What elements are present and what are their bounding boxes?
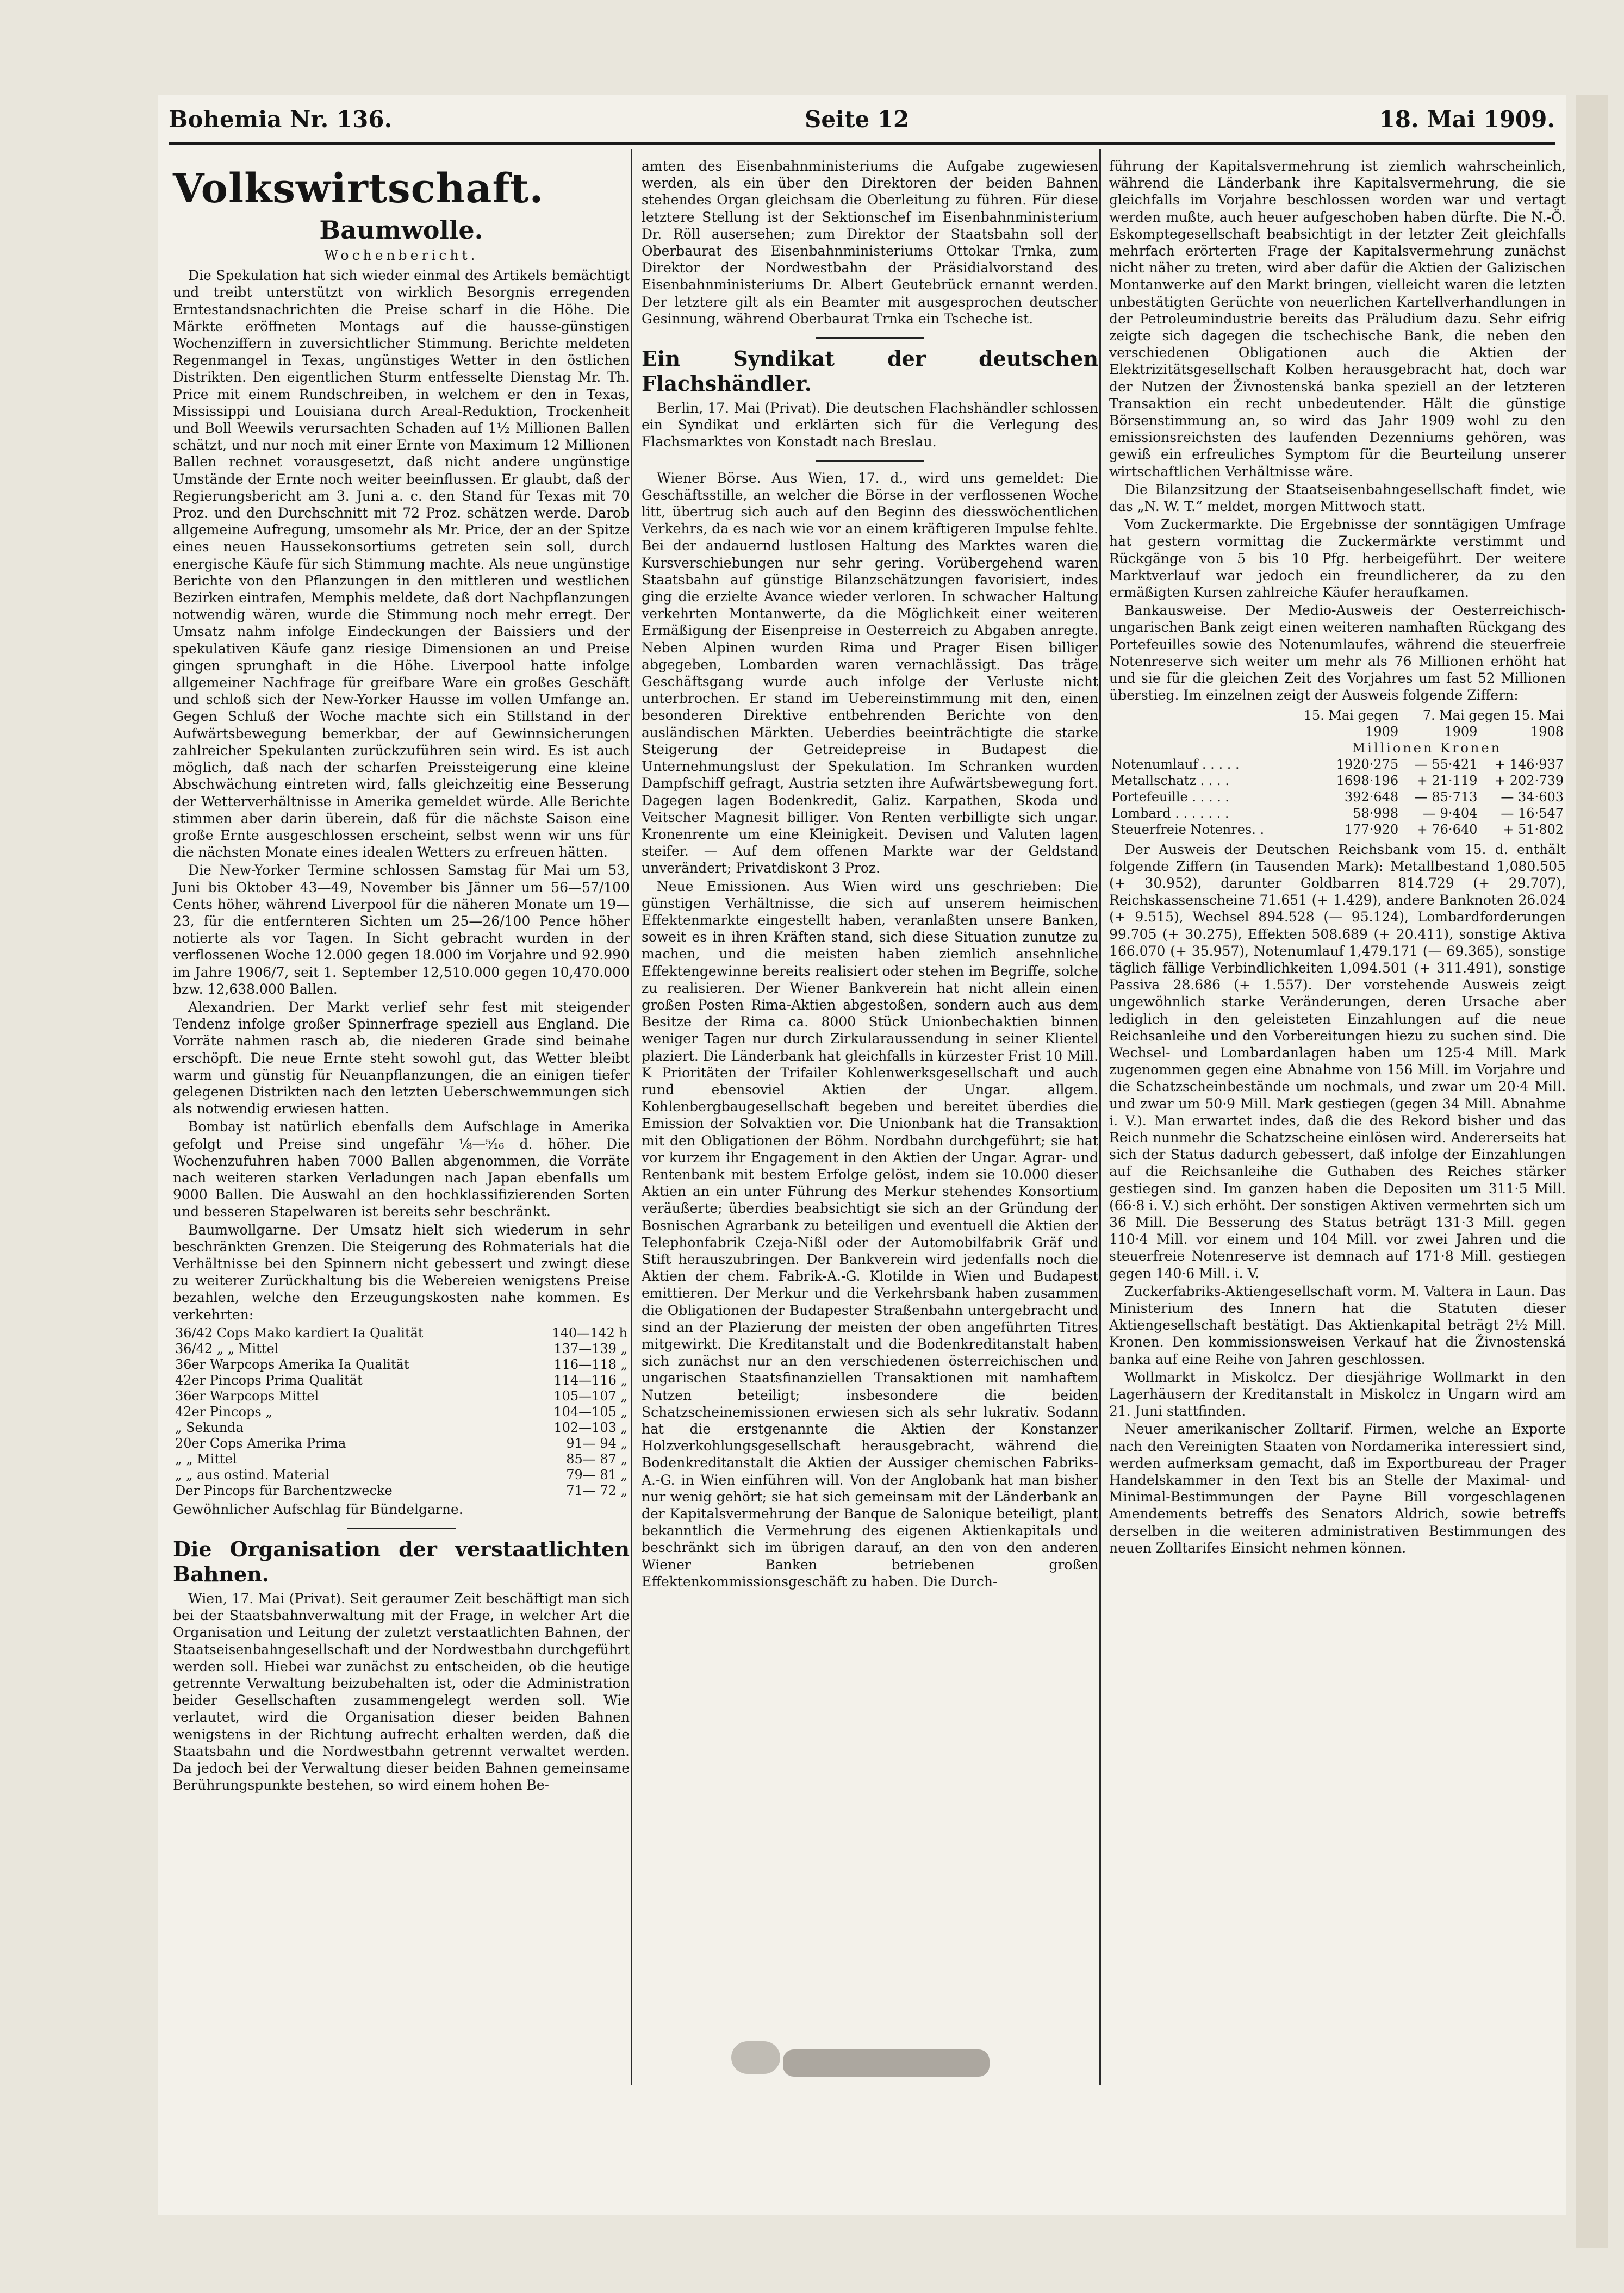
ink-smudge (783, 2049, 990, 2077)
paragraph: Wollmarkt in Miskolcz. Der diesjährige Wollmarkt in den Lagerhäusern der Kreditanstalt in Miskolcz in Ungarn wird am 21. Juni stattfinden. (1109, 1369, 1566, 1419)
paragraph: Wiener Börse. Aus Wien, 17. d., wird uns gemeldet: Die Geschäftsstille, an welcher die Börse in der verflossenen Woche litt, übertrug sich auch auf den Beginn des diesswöchentlichen Verkehrs, da es nach wie vor an einem kräftigeren Impulse fehlte. Bei der andauernd lustlosen Haltung des Marktes waren die Kursverschiebungen nur sehr gering. Vorübergehend waren Staatsbahn auf günstige Bilanzschätzungen favorisiert, indes ging die erzielte Avance wieder verloren. In schwacher Haltung verkehrten Montanwerte, da die Möglichkeit einer weiteren Ermäßigung der Eisenpreise in Oesterreich zu Abgaben anregte. Neben Alpinen wurden Rima und Prager Eisen billiger abgegeben, Lombarden waren vernachlässigt. Das träge Geschäftsgang wurde auch infolge der Verluste nicht unterbrochen. Er stand im Uebereinstimmung mit den, einen besonderen Direktive entbehrenden Berichte von den ausländischen Märkten. Ueberdies beeinträchtigte die starke Steigerung der Getreidepreise in Budapest die Unternehmungslust der Spekulation. Im Schranken wurden Dampfschiff gefragt, Austria setzten ihre Aufwärtsbewegung fort. Dagegen lagen Bodenkredit, Galiz. Karpathen, Skoda und Veitscher Magnesit billiger. Von Renten verbilligte sich ungar. Kronenrente um eine Kleinigkeit. Devisen und Valuten lagen steifer. — Auf dem offenen Markte war der Geldstand unverändert; Privatdiskont 3 Proz. (642, 470, 1098, 876)
table-cell: 58·998 (1353, 805, 1399, 821)
table-cell: 20er Cops Amerika Prima (175, 1435, 346, 1451)
table-cell: — 9·404 (1423, 805, 1478, 821)
table-row (173, 1483, 630, 1499)
paragraph: Die Spekulation hat sich wieder einmal des Artikels bemächtigt und treibt unterstützt von wirklich Besorgnis erregenden Erntestandsnachrichten die Preise scharf in die Höhe. Die Märkte eröffneten Montags auf die hausse-günstigen Wochenziffern in zuversichtlicher Stimmung. Berichte meldeten Regenmangel in Texas, ungünstiges Wetter in den östlichen Distrikten. Den eigentlichen Sturm entfesselte Dienstag Mr. Th. Price mit einem Rundschreiben, in welchem er den in Texas, Mississippi und Louisiana durch Areal-Reduktion, Trockenheit und Boll Weewils verursachten Schaden auf 1½ Millionen Ballen schätzt, und nur noch mit einer Ernte von Maximum 12 Millionen Ballen rechnet vorausgesetzt, daß nicht andere ungünstige Umstände der Ernte noch weiter beeinflussen. Er glaubt, daß der Regierungsbericht am 3. Juni a. c. den Stand für Texas mit 70 Proz. und den Durchschnitt mit 72 Proz. schätzen werde. Darob allgemeine Aufregung, umsomehr als Mr. Price, der an der Spitze eines neuen Haussekonsortiums getreten sein soll, durch energische Käufe für sich Stimmung machte. Als neue ungünstige Berichte von den Pflanzungen in den mittleren und westlichen Bezirken eintrafen, Memphis meldete, daß dort Nachpflanzungen notwendig wären, wurde die Stimmung noch mehr erregt. Der Umsatz nahm infolge Eindeckungen der Baissiers und der spekulativen Käufe ganz riesige Dimensionen an und Preise gingen sprunghaft in die Höhe. Liverpool hatte infolge allgemeiner Nachfrage für greifbare Ware ein großes Geschäft und schloß sich der New-Yorker Hausse im vollen Umfange an. Gegen Schluß der Woche machte sich ein Stillstand in der Aufwärtsbewegung bemerkbar, der auf Gewinnsicherungen zahlreicher Spekulanten zurückzuführen sein wird. Es ist auch möglich, daß nach der scharfen Preissteigerung eine kleine Abschwächung eintreten wird, falls gleichzeitig eine Besserung der Wetterverhältnisse in Amerika gemeldet würde. Alle Berichte stimmen aber darin überein, daß für die nächste Saison eine große Ernte ausgeschlossen erscheint, selbst wenn wir uns für die nächsten Monate eines idealen Wetters zu erfreuen hätten. (173, 267, 630, 861)
table-cell: 42er Pincops Prima Qualität (175, 1372, 363, 1388)
paragraph: Zuckerfabriks-Aktiengesellschaft vorm. M. Valtera in Laun. Das Ministerium des Innern hat die Statuten dieser Aktiengesellschaft bestätigt. Das Aktienkapital beträgt 2½ Mill. Kronen. Den kommissionsweisen Verkauf hat die Živnostenská banka auf eine Reihe von Jahren geschlossen. (1109, 1283, 1566, 1367)
paragraph: Baumwollgarne. Der Umsatz hielt sich wiederum in sehr beschränkten Grenzen. Die Steigerung des Rohmaterials hat die Verhältnisse bei den Spinnern nicht gebessert und zwingt diese zu weiterer Zurückhaltung bis die Webereien wenigstens Preise bezahlen, welche den Erzeugungskosten nahe kommen. Es verkehrten: (173, 1222, 630, 1323)
table-cell: 1920·275 (1336, 756, 1399, 772)
paragraph: Bombay ist natürlich ebenfalls dem Aufschlage in Amerika gefolgt und Preise sind ungefähr ⅛—⁵⁄₁₆ d. höher. Die Wochenzufuhren haben 7000 Ballen abgenommen, die Vorräte nach weiteren starken Verladungen nach Japan ebenfalls um 9000 Ballen. Die Auswahl an den hochklassifizierenden Sorten und besseren Stapelwaren ist bereits sehr beschränkt. (173, 1119, 630, 1220)
table-cell: 36er Warpcops Amerika Ia Qualität (175, 1356, 409, 1372)
table-header-row (1109, 724, 1566, 740)
table-cell: 85— 87 „ (566, 1451, 627, 1467)
table-cell: + 76·640 (1416, 821, 1478, 837)
table-row (173, 1467, 630, 1483)
cotton-yarn-price-table (173, 1325, 630, 1499)
paragraph: Der Ausweis der Deutschen Reichsbank vom 15. d. enthält folgende Ziffern (in Tausenden Mark): Metallbestand 1,080.505 (+ 30.952), darunter Goldbarren 814.729 (+ 29.707), Reichskassenscheine 71.651 (+ 1.429), andere Banknoten 26.024 (+ 9.515), Wechsel 894.528 (— 95.124), Lombardforderungen 99.705 (+ 30.275), Effekten 508.689 (+ 20.411), sonstige Aktiva 166.070 (+ 35.957), Notenumlauf 1,479.171 (— 69.365), sonstige täglich fällige Verbindlichkeiten 1,094.501 (+ 311.491), sonstige Passiva 28.686 (+ 1.557). Der vorstehende Ausweis zeigt ungewöhnlich starke Veränderungen, deren Ursache aber lediglich in den geleisteten Einzahlungen auf die neue Reichsanleihe und den Vorbereitungen hiezu zu suchen sind. Die Wechsel- und Lombardanlagen haben um 125·4 Mill. Mark zugenommen gegen eine Abnahme von 156 Mill. im Vorjahre und die Schatzscheinbestände um nochmals, und zwar um 20·4 Mill. und zwar um 50·9 Mill. Mark gestiegen (gegen 34 Mill. Abnahme i. V.). Man erwartet indes, daß die des Rekord bisher und das Reich nunmehr die Schatzscheine einlösen wird. Andererseits hat sich der Status dadurch gebessert, daß infolge der Einzahlungen auf die Reichsanleihe die Guthaben des Reiches stärker gestiegen sind. Im ganzen haben die Depositen um 311·5 Mill. (66·8 i. V.) sich erhöht. Der sonstigen Aktiven vermehrten sich um 36 Mill. Die Besserung des Status beträgt 131·3 Mill. gegen 110·4 Mill. vor einem und 104 Mill. vor zwei Jahren und die steuerfreie Notenreserve ist demnach auf 171·8 Mill. gestiegen gegen 140·6 Mill. i. V. (1109, 841, 1566, 1281)
column-1 (173, 158, 630, 1794)
paragraph: Berlin, 17. Mai (Privat). Die deutschen Flachshändler schlossen ein Syndikat und erklärten sich für die Verlegung des Flachsmarktes von Konstadt nach Breslau. (642, 400, 1098, 450)
table-cell: — 16·547 (1501, 805, 1564, 821)
table-row (1109, 789, 1566, 805)
ink-smudge (731, 2041, 780, 2074)
paragraph: Neue Emissionen. Aus Wien wird uns geschrieben: Die günstigen Verhältnisse, die sich auf unserem heimischen Effektenmarkte eingestellt haben, veranlaßten unsere Banken, soweit es in ihren Kräften stand, sich diese Situation zunutze zu machen, und die meisten haben ziemlich ansehnliche Effektengewinne bereits realisiert oder stehen im Begriffe, solche zu realisieren. Der Wiener Bankverein hat nicht allein einen großen Posten Rima-Aktien abgestoßen, sondern auch aus dem Besitze der Rima ca. 8000 Stück Unionbechaktien binnen weniger Tagen nur durch Zirkularaussendung in seiner Klientel plaziert. Die Länderbank hat gleichfalls in kürzester Frist 10 Mill. K Prioritäten der Trifailer Kohlenwerksgesellschaft und auch rund ebensoviel Aktien der Ungar. allgem. Kohlenbergbaugesellschaft begeben und bereitet überdies die Emission der Solvaktien vor. Die Unionbank hat die Transaktion mit den Obligationen der Böhm. Nordbahn durchgeführt; sie hat vor kurzem ihr Engagement in den Aktien der Ungar. Agrar- und Rentenbank mit bestem Erfolge gelöst, indem sie 10.000 dieser Aktien an ein unter Führung des Merkur stehendes Konsortium veräußerte; überdies beabsichtigt sie sich an der Gründung der Bosnischen Agrarbank zu beteiligen und eventuell die Aktien der Telephonfabrik Czeja-Nißl oder der Automobilfabrik Gräf und Stift herauszubringen. Der Bankverein wird jedenfalls noch die Aktien der chem. Fabrik-A.-G. Klotilde in Wien und Budapest emittieren. Der Merkur und die Verkehrsbank haben zusammen die Obligationen der Budapester Straßenbahn untergebracht und sind an der Plazierung der meisten der oben angeführten Titres mitgewirkt. Die Kreditanstalt und die Bodenkreditanstalt haben sich zunächst nur an den verschiedenen österreichischen und ungarischen Staatsfinanziellen Transaktionen mit namhaftem Nutzen beteiligt; insbesondere die beiden Schatzscheinemissionen erwiesen sich als sehr lukrativ. Sodann hat die erstgenannte die Aktien der Konstanzer Holzverkohlungsgesellschaft herausgebracht, während die Bodenkreditanstalt die Aktien der Aussiger chemischen Fabriks-A.-G. in Wien einführen will. Von der Anglobank hat man bisher nur wenig gehört; sie hat sich gemeinsam mit der Länderbank an der Kapitalsvermehrung der Banque de Salonique beteiligt, plant bekanntlich die Vermehrung des eigenen Aktienkapitals und beschränkt sich im übrigen darauf, an den von den anderen Wiener Banken betriebenen großen Effektenkommissionsgeschäft zu haben. Die Durch- (642, 878, 1098, 1590)
table-cell: — 34·603 (1501, 789, 1564, 805)
table-row (173, 1436, 630, 1451)
table-cell: 91— 94 „ (566, 1435, 627, 1451)
article-title-flax: Ein Syndikat der deutschen Flachshändler. (642, 346, 1098, 396)
header-date: 18. Mai 1909. (1379, 106, 1555, 133)
table-cell (1109, 707, 1288, 724)
table-cell: 104—105 „ (553, 1404, 627, 1419)
table-row (1109, 805, 1566, 821)
article-separator (816, 337, 924, 339)
table-row (1109, 821, 1566, 838)
paragraph: Vom Zuckermarkte. Die Ergebnisse der sonntägigen Umfrage hat gestern vormittag die Zuckermärkte verstimmt und Rückgänge von 5 bis 10 Pfg. herbeigeführt. Der weitere Marktverlauf war jedoch ein freundlicherer, da zu den ermäßigten Kursen zahlreiche Käufer heraufkamen. (1109, 516, 1566, 601)
table-cell: — 55·421 (1414, 756, 1478, 772)
header-page-number: Seite 12 (805, 106, 910, 133)
article-subtitle-cotton: Wochenbericht. (324, 247, 478, 263)
column-rule-1 (631, 149, 632, 2085)
table-cell: + 21·119 (1416, 772, 1478, 788)
paragraph: Neuer amerikanischer Zolltarif. Firmen, welche an Exporte nach den Vereinigten Staaten von Nordamerika interessiert sind, werden aufmerksam gemacht, daß im Exportbureau der Prager Handelskammer in den Text bis an Stelle der Maximal- und Minimal-Bestimmungen der Payne Bill vorgeschlagenen Amendements betreffs des Senators Aldrich, sowie betreffs derselben in die weiteren administrativen Bestimmungen des neuen Zolltarifes Einsicht nehmen können. (1109, 1421, 1566, 1556)
table-cell: + 202·739 (1495, 772, 1564, 788)
table-cell: 392·648 (1344, 789, 1399, 805)
table-cell: Portefeuille . . . . . (1111, 789, 1230, 805)
table-cell: 1698·196 (1336, 772, 1399, 788)
table-cell: + 146·937 (1495, 756, 1564, 772)
table-cell: „ „ Mittel (175, 1451, 237, 1467)
table-row (1109, 772, 1566, 789)
paragraph: Die Bilanzsitzung der Staatseisenbahngesellschaft findet, wie das „N. W. T.“ meldet, morgen Mittwoch statt. (1109, 481, 1566, 515)
table-note: Gewöhnlicher Aufschlag für Bündelgarne. (173, 1501, 463, 1517)
table-row (1109, 756, 1566, 772)
table-cell: 116—118 „ (553, 1356, 627, 1372)
header-publication: Bohemia Nr. 136. (169, 106, 393, 133)
table-cell: Lombard . . . . . . . (1111, 805, 1229, 821)
article-title-cotton: Baumwolle. (319, 215, 483, 245)
column-2 (642, 158, 1098, 1591)
table-row (173, 1357, 630, 1373)
table-header: 7. Mai gegen 15. Mai (1422, 707, 1564, 723)
section-title: Volkswirtschaft. (173, 165, 544, 212)
table-cell: „ „ aus ostind. Material (175, 1467, 329, 1482)
paragraph: führung der Kapitalsvermehrung ist ziemlich wahrscheinlich, während die Länderbank ihre Kapitalsvermehrung, die sie gleichfalls im Vorjahre beschlossen worden war und vertagt werden mußte, auch heuer aufgeschoben haben dürfte. Die N.-Ö. Eskomptegesellschaft beabsichtigt in der letzter Zeit gleichfalls mehrfach erörterten Frage der Kapitalsvermehrung zunächst nicht näher zu treten, wird aber dafür die Aktien der Galizischen Montanwerke auf den Markt bringen, vielleicht waren die letzten unbestätigten Gerüchte von neuerlichen Kartellverhandlungen in der Petroleumindustrie bereits das Präludium dazu. Sehr eifrig zeigte sich dagegen die tschechische Bank, die neben den verschiedenen Obligationen auch die Aktien der Elektrizitätsgesellschaft Kolben herausgebracht hat, doch war der Nutzen der Živnostenská banka speziell an der letzteren Transaktion ein recht unbedeutender. Hält die günstige Börsenstimmung an, so wird das Jahr 1909 wohl zu den emissionsreichsten des laufenden Dezenniums gehören, was gewiß ein erfreuliches Symptom für die Beurteilung unserer wirtschaftlichen Verhältnisse wäre. (1109, 158, 1566, 479)
table-cell (1109, 724, 1288, 740)
table-cell: + 51·802 (1503, 821, 1564, 837)
table-cell: 105—107 „ (553, 1388, 627, 1404)
table-cell: 36/42 Cops Mako kardiert Ia Qualität (175, 1325, 424, 1341)
table-cell: 177·920 (1344, 821, 1399, 837)
paragraph: Die New-Yorker Termine schlossen Samstag für Mai um 53, Juni bis Oktober 43—49, November bis Jänner um 56—57/100 Cents höher, während Liverpool für die näheren Monate um 19—23, für die entfernteren Sichten um 25—26/100 Pence höher notierte als vor Tagen. In Sicht gebracht wurden in der verflossenen Woche 12.000 gegen 18.000 im Vorjahre und 92.990 im Jahre 1906/7, seit 1. September 12,510.000 gegen 10,470.000 bzw. 12,638.000 Ballen. (173, 862, 630, 997)
page-header (169, 106, 1555, 144)
table-row (173, 1451, 630, 1467)
table-cell: 71— 72 „ (566, 1482, 627, 1498)
table-header: 1909 (1365, 724, 1399, 739)
table-row (173, 1341, 630, 1357)
table-cell: Der Pincops für Barchentzwecke (175, 1482, 393, 1498)
table-row (173, 1404, 630, 1420)
table-header: 1908 (1530, 724, 1564, 739)
table-cell: 36er Warpcops Mittel (175, 1388, 319, 1404)
table-cell: — 85·713 (1414, 789, 1478, 805)
table-cell: 137—139 „ (553, 1341, 627, 1356)
table-header-row (1109, 740, 1566, 756)
table-cell: 79— 81 „ (566, 1467, 627, 1482)
table-cell: 140—142 h (552, 1325, 627, 1341)
table-row (173, 1420, 630, 1436)
header-rule (169, 142, 1555, 145)
paragraph: Wien, 17. Mai (Privat). Seit geraumer Zeit beschäftigt man sich bei der Staatsbahnverwaltung mit der Frage, in welcher Art die Organisation und Leitung der zuletzt verstaatlichten Bahnen, der Staatseisenbahngesellschaft und der Nordwestbahn durchgeführt werden soll. Hiebei war zunächst zu entscheiden, ob die heutige getrennte Verwaltung beizubehalten ist, oder die Administration beider Gesellschaften zusammengelegt werden soll. Wie verlautet, wird die Organisation dieser beiden Bahnen wenigstens in der Richtung aufrecht erhalten werden, daß die Staatsbahn und die Nordwestbahn getrennt verwaltet werden. Da jedoch bei der Verwaltung dieser beiden Bahnen gemeinsame Berührungspunkte bestehen, so wird einem hohen Be- (173, 1591, 630, 1793)
table-row (173, 1325, 630, 1341)
table-cell: 114—116 „ (553, 1372, 627, 1388)
table-row (173, 1373, 630, 1388)
table-header-row (1109, 707, 1566, 724)
article-separator (347, 1528, 456, 1529)
table-cell (1109, 740, 1288, 756)
page-edge (1576, 95, 1608, 2248)
paragraph: Bankausweise. Der Medio-Ausweis der Oesterreichisch-ungarischen Bank zeigt einen weiteren namhaften Rückgang des Portefeuilles sowie des Notenumlaufes, während die steuerfreie Notenreserve sich weiter um mehr als 76 Millionen erhöht hat und sie für die gleichen Zeit des Vorjahres um fast 52 Millionen überstieg. Im einzelnen zeigt der Ausweis folgende Ziffern: (1109, 602, 1566, 703)
paragraph: Alexandrien. Der Markt verlief sehr fest mit steigender Tendenz infolge großer Spinnerfrage speziell aus England. Die Vorräte nahmen rasch ab, die niederen Grade sind beinahe erschöpft. Die neue Ernte steht sowohl gut, das Wetter bleibt warm und günstig für Neuanpflanzungen, die an einigen tiefer gelegenen Distrikten nach den letzten Ueberschwemmungen sich als notwendig erwiesen hatten. (173, 999, 630, 1117)
table-cell: 102—103 „ (553, 1419, 627, 1435)
table-cell: Steuerfreie Notenres. . (1111, 821, 1265, 837)
table-cell: „ Sekunda (175, 1419, 244, 1435)
table-cell: Metallschatz . . . . (1111, 772, 1229, 788)
table-header: 15. Mai gegen (1303, 707, 1399, 723)
article-separator (816, 460, 924, 462)
paragraph: amten des Eisenbahnministeriums die Aufgabe zugewiesen werden, als ein über den Direktoren der beiden Bahnen stehendes Organ gleichsam die Oberleitung zu führen. Für diese letztere Stellung ist der Sektionschef im Eisenbahnministerium Dr. Röll ausersehen; zum Direktor der Staatsbahn soll der Oberbaurat des Eisenbahnministeriums Ottokar Trnka, zum Direktor der Nordwestbahn der Präsidialvorstand des Eisenbahnministeriums Dr. Albert Geutebrück ernannt werden. Der letztere gilt als ein Beamter mit ausgesprochen deutscher Gesinnung, während Oberbaurat Trnka ein Tscheche ist. (642, 158, 1098, 327)
article-title-railways: Die Organisation der verstaatlichten Bahnen. (173, 1537, 630, 1586)
bank-statement-table (1109, 707, 1566, 838)
table-cell: 42er Pincops „ (175, 1404, 272, 1419)
table-header: 1909 (1444, 724, 1478, 739)
table-cell: Notenumlauf . . . . . (1111, 756, 1240, 772)
table-row (173, 1388, 630, 1404)
column-3 (1109, 158, 1566, 1557)
table-cell: 36/42 „ „ Mittel (175, 1341, 279, 1356)
column-rule-2 (1099, 149, 1101, 2085)
table-unit: Millionen Kronen (1352, 740, 1502, 756)
